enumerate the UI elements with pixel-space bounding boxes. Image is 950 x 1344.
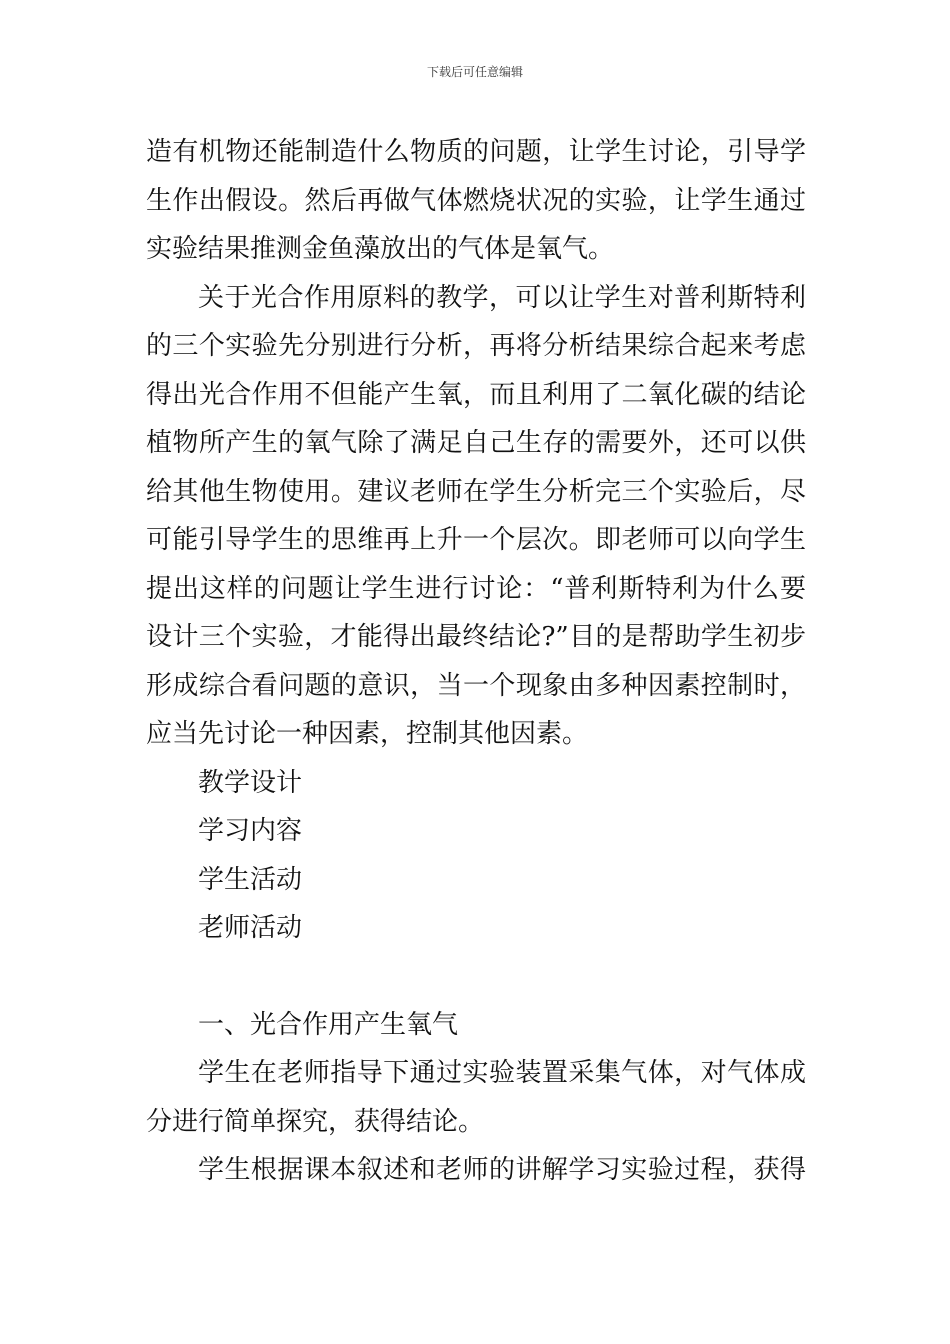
document-body	[146, 130, 806, 1197]
text-line: 得出光合作用不但能产生氧，而且利用了二氧化碳的结论	[146, 379, 806, 410]
paragraph-1	[146, 130, 806, 276]
text-line: 学生在老师指导下通过实验装置采集气体，对气体成	[198, 1058, 806, 1088]
heading-teaching-design: 教学设计	[198, 767, 303, 798]
text-line: 提出这样的问题让学生进行讨论：“普利斯特利为什么要	[146, 573, 806, 604]
text-line: 学生根据课本叙述和老师的讲解学习实验过程，获得	[198, 1155, 806, 1185]
section-oxygen	[146, 1003, 806, 1197]
table-headings	[146, 761, 806, 955]
text-line: 设计三个实验，才能得出最终结论?”目的是帮助学生初步	[146, 622, 806, 652]
text-line: 植物所产生的氧气除了满足自己生存的需要外，还可以供	[146, 428, 806, 458]
blank-gap	[146, 955, 806, 1003]
heading-student-activity: 学生活动	[198, 864, 303, 895]
page-header: 下载后可任意编辑	[426, 65, 523, 79]
text-line: 实验结果推测金鱼藻放出的气体是氧气。	[146, 234, 615, 264]
heading-teacher-activity: 老师活动	[198, 913, 303, 943]
text-line: 给其他生物使用。建议老师在学生分析完三个实验后，尽	[146, 476, 806, 507]
text-line: 造有机物还能制造什么物质的问题，让学生讨论，引导学	[146, 137, 806, 167]
heading-learning-content: 学习内容	[198, 816, 303, 846]
text-line: 的三个实验先分别进行分析，再将分析结果综合起来考虑	[146, 331, 806, 361]
section-title: 一、光合作用产生氧气	[198, 1009, 459, 1040]
text-line: 关于光合作用原料的教学，可以让学生对普利斯特利	[198, 282, 806, 313]
text-line: 分进行简单探究，获得结论。	[146, 1106, 485, 1137]
text-line: 生作出假设。然后再做气体燃烧状况的实验，让学生通过	[146, 185, 806, 216]
text-line: 形成综合看问题的意识，当一个现象由多种因素控制时，	[146, 670, 806, 701]
text-line: 可能引导学生的思维再上升一个层次。即老师可以向学生	[146, 525, 806, 555]
paragraph-2	[146, 276, 806, 761]
text-line: 应当先讨论一种因素，控制其他因素。	[146, 719, 589, 749]
